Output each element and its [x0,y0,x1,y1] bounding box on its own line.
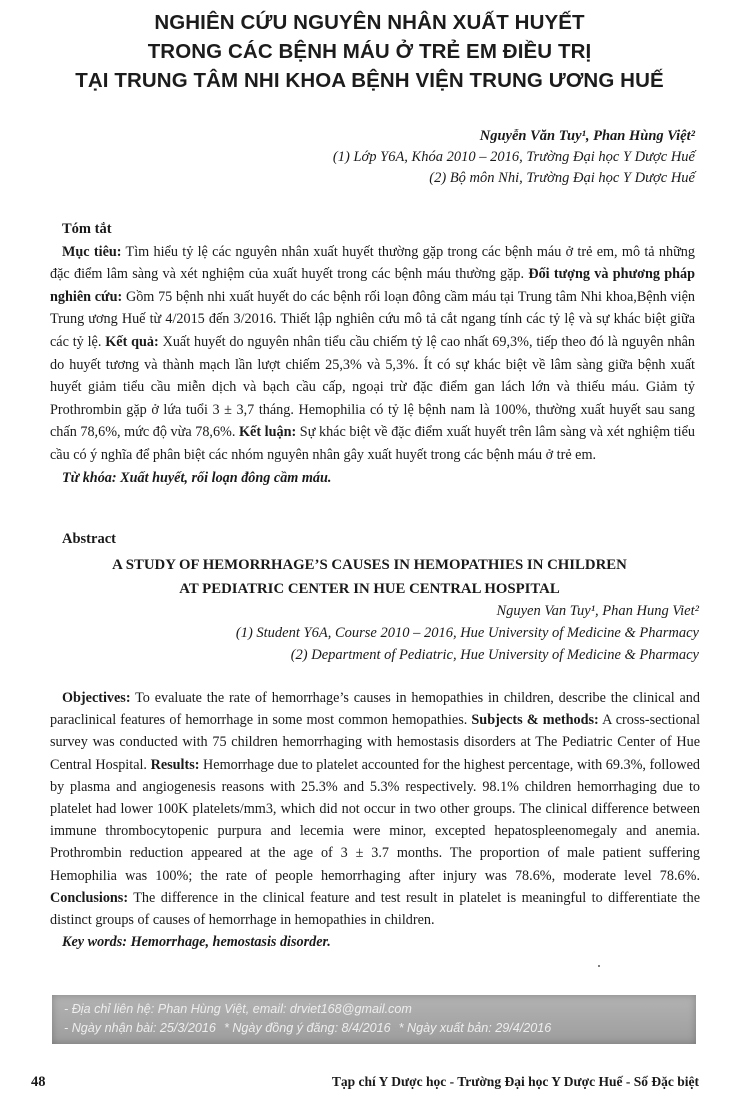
objectives-text: To evaluate the rate of hemorrhage’s causes in hemopathies in children, describe the clinical and paraclinical features of hemorrhage in some most common hemopathies. [50,690,700,729]
ket-luan-label: Kết luận: [239,424,297,441]
scan-speck [598,965,600,967]
authors-en [236,600,699,666]
muc-tieu-label: Mục tiêu: [62,243,122,260]
received-date: - Ngày nhận bài: 25/3/2016 [64,1021,216,1035]
results-text: Hemorrhage due to platelet accounted for the highest percentage, with 69.3%, followed by plasma and angiogenesis reasons with 25.3% and 5.3% respectively. 98.1% children hemorrhaging due to platelet had lower 100K platelets/mm3, which did not occur in two other groups. The clinical difference between immune thrombocytopenic purpura and lecemia were minor, excepted hepatospleenomegaly and anemia. Prothrombin reduction appeared at the age of 3 ± 3.7 months. The proportion of male patient suffering Hemophilia was 100%; the rate of people hemorrhaging after injury was 78.6%, moderate level 78.6%. [50,756,700,884]
article-title-vn [30,8,709,95]
title-line-2: TRONG CÁC BỆNH MÁU Ở TRẺ EM ĐIỀU TRỊ [147,40,592,63]
affiliation-en-1: (1) Student Y6A, Course 2010 – 2016, Hue University of Medicine & Pharmacy [235,625,699,641]
dates-line [64,1021,551,1035]
doi-tuong-label: Đối tượng và phương pháp nghiên cứu: [50,266,695,305]
key-words-text: Hemorrhage, hemostasis disorder. [127,934,331,951]
objectives-label: Objectives: [62,690,131,706]
abstract-body [50,687,700,931]
affiliation-vn-2: (2) Bộ môn Nhi, Trường Đại học Y Dược Huế [429,170,695,186]
abstract-heading: Abstract [62,531,116,547]
en-title-line-1: A STUDY OF HEMORRHAGE’S CAUSES IN HEMOPATHIES IN CHILDREN [112,557,627,573]
correspondence-box [52,995,696,1044]
conclusions-label: Conclusions: [50,889,129,906]
author-names-vn: Nguyễn Văn Tuy¹, Phan Hùng Việt² [479,128,695,144]
title-line-1: NGHIÊN CỨU NGUYÊN NHÂN XUẤT HUYẾT [154,11,585,34]
ket-qua-label: Kết quả: [105,333,159,350]
authors-vn [333,126,695,189]
en-title-line-2: AT PEDIATRIC CENTER IN HUE CENTRAL HOSPITAL [179,581,560,597]
methods-text: A cross-sectional survey was conducted with 75 children hemorrhaging with hemostasis disorders at The Pediatric Center of Hue Central Hospital. [50,712,701,773]
ket-qua-text: Xuất huyết do nguyên nhân tiểu cầu chiếm tỷ lệ cao nhất 69,3%, tiếp theo đó là nguyên nhân do huyết tương và thành mạch lần lượt chiếm 25,3% và 5,3%. Ít có sự khác biệt về lâm sàng giữa bệnh xuất huyết giảm tiểu cầu miễn dịch và bạch cầu cấp, ngoại trừ đặc điểm gan lách lớn và thiếu máu. Giảm tỷ Prothrombin gặp ở lứa tuổi 3 ± 3,7 tháng. Hemophilia có tỷ lệ bệnh nam là 100%, thường xuất huyết sau sang chấn 78,6%, mức độ vừa 78,6%. [50,333,695,441]
vietnamese-abstract [50,218,695,489]
ket-luan-text: Sự khác biệt về đặc điểm xuất huyết trên lâm sàng và xét nghiệm tiểu cầu có ý nghĩa để phân biệt các nhóm nguyên nhân gây xuất huyết trong các bệnh máu ở trẻ em. [50,424,696,463]
title-line-3: TẠI TRUNG TÂM NHI KHOA BỆNH VIỆN TRUNG ƯƠNG HUẾ [75,69,664,92]
tom-tat-heading: Tóm tắt [62,221,112,237]
page-number: 48 [31,1074,46,1090]
article-title-en [40,553,699,601]
doi-tuong-text: Gồm 75 bệnh nhi xuất huyết do các bệnh rối loạn đông cầm máu tại Trung tâm Nhi khoa,Bệnh viện Trung ương Huế từ 4/2015 đến 3/2016. Thiết lập nghiên cứu mô tả cắt ngang tính các tỷ lệ và sự khác biệt giữa các tỷ lệ. [50,288,695,350]
tu-khoa-label: Từ khóa: [62,469,117,486]
published-date: * Ngày xuất bản: 29/4/2016 [398,1021,552,1035]
conclusions-text: The difference in the clinical feature and test result in platelet is meaningful to differentiate the distinct groups of causes of hemorrhage in hemopathies in children. [50,889,700,929]
affiliation-en-2: (2) Department of Pediatric, Hue University of Medicine & Pharmacy [290,647,699,663]
accepted-date: * Ngày đồng ý đăng: 8/4/2016 [223,1021,391,1035]
contact-line: - Địa chỉ liên hệ: Phan Hùng Việt, email: drviet168@gmail.com [64,1002,412,1016]
tu-khoa [62,467,695,490]
english-abstract [50,687,700,953]
results-label: Results: [150,756,200,773]
tu-khoa-text: Xuất huyết, rối loạn đông cầm máu. [116,469,332,486]
author-names-en: Nguyen Van Tuy¹, Phan Hung Viet² [496,603,699,619]
affiliation-vn-1: (1) Lớp Y6A, Khóa 2010 – 2016, Trường Đại học Y Dược Huế [332,149,695,165]
methods-label: Subjects & methods: [471,712,599,729]
key-words [62,931,700,953]
journal-name: Tạp chí Y Dược học - Trường Đại học Y Dược Huế - Số Đặc biệt [331,1074,699,1089]
key-words-label: Key words: [62,934,128,951]
muc-tieu-text: Tìm hiểu tỷ lệ các nguyên nhân xuất huyết thường gặp trong các bệnh máu ở trẻ em, mô tả những đặc điểm lâm sàng và xét nghiệm của xuất huyết trong các bệnh máu thường gặp. [50,243,695,283]
tom-tat-body [50,241,695,467]
